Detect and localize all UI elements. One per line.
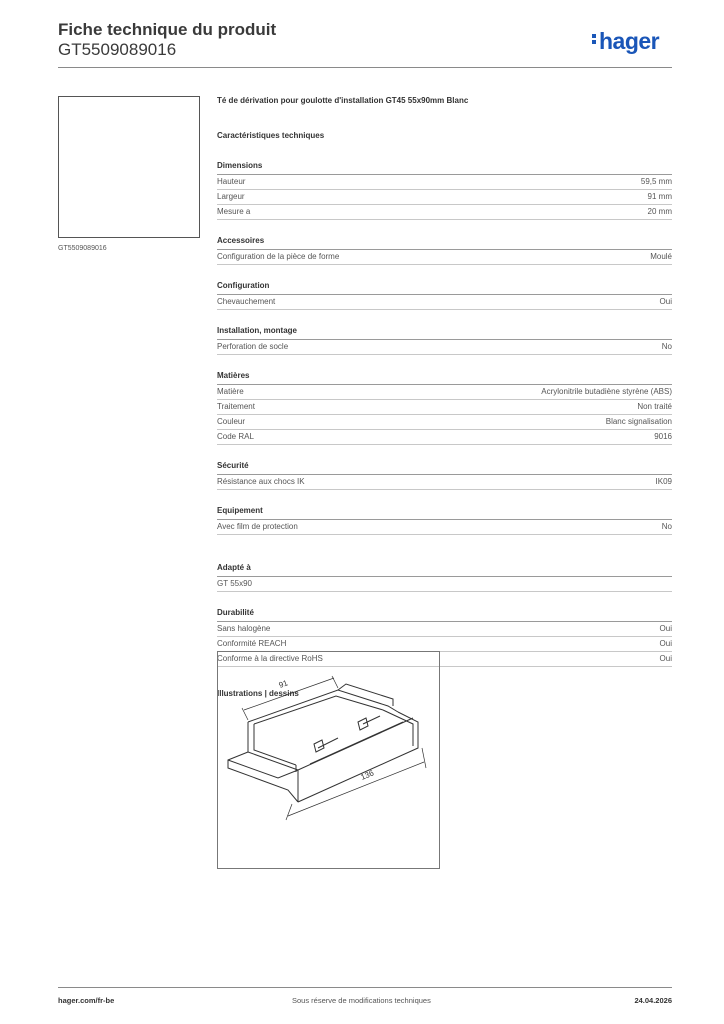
spec-row [217, 295, 672, 310]
product-title: Té de dérivation pour goulotte d'installation GT45 55x90mm Blanc [217, 96, 469, 105]
footer-website: hager.com/fr-be [58, 996, 115, 1005]
spec-row [217, 385, 672, 400]
spec-label: Code RAL [217, 432, 254, 441]
spec-value: Oui [659, 654, 672, 663]
spec-label: Avec film de protection [217, 522, 298, 531]
spec-label: Traitement [217, 402, 255, 411]
spec-value: 59,5 mm [640, 177, 672, 186]
spec-section [217, 371, 672, 445]
spec-section-title: Equipement [217, 506, 672, 520]
spec-section-title: Matières [217, 371, 672, 385]
footer-divider [58, 987, 672, 988]
spec-value: 91 mm [647, 192, 672, 201]
spec-label: Mesure a [217, 207, 251, 216]
product-image-placeholder [58, 96, 200, 238]
spec-value: No [661, 522, 672, 531]
spec-value: Non traité [637, 402, 672, 411]
spec-value: Moulé [650, 252, 672, 261]
dimension-width-label: 91 [277, 678, 290, 690]
spec-row [217, 175, 672, 190]
spec-row [217, 415, 672, 430]
spec-section [217, 461, 672, 490]
footer-date: 24.04.2026 [634, 996, 672, 1005]
spec-row [217, 400, 672, 415]
spec-section [217, 161, 672, 220]
spec-row [217, 577, 672, 592]
product-code: GT5509089016 [58, 40, 177, 59]
technical-drawing [217, 651, 440, 869]
dimension-length-label: 136 [359, 768, 376, 782]
spec-section-title: Installation, montage [217, 326, 672, 340]
spec-section-title: Configuration [217, 281, 672, 295]
spec-value: Blanc signalisation [605, 417, 672, 426]
spec-label: Chevauchement [217, 297, 276, 306]
spec-label: GT 55x90 [217, 579, 252, 588]
logo-colon-icon [592, 32, 597, 46]
spec-label: Largeur [217, 192, 245, 201]
spec-section-title: Sécurité [217, 461, 672, 475]
spec-label: Perforation de socle [217, 342, 289, 351]
spec-row [217, 430, 672, 445]
technical-characteristics-title: Caractéristiques techniques [217, 131, 325, 140]
footer-notice: Sous réserve de modifications techniques [292, 996, 431, 1005]
spec-value: Oui [659, 297, 672, 306]
spec-label: Hauteur [217, 177, 246, 186]
specifications-panel [217, 96, 672, 699]
spec-section-title: Accessoires [217, 236, 672, 250]
spec-section [217, 281, 672, 310]
spec-row [217, 637, 672, 652]
tee-piece-drawing [218, 652, 439, 868]
spec-value: Oui [659, 639, 672, 648]
spec-label: Couleur [217, 417, 246, 426]
spec-section-title: Adapté à [217, 563, 672, 577]
spec-section [217, 506, 672, 535]
spec-row [217, 520, 672, 535]
spec-row [217, 205, 672, 220]
spec-sections [217, 161, 672, 667]
spec-label: Conforme à la directive RoHS [217, 654, 323, 663]
spec-label: Configuration de la pièce de forme [217, 252, 340, 261]
spec-value: 9016 [654, 432, 672, 441]
spec-label: Résistance aux chocs IK [217, 477, 305, 486]
spec-row [217, 475, 672, 490]
illustrations-title: Illustrations | dessins [217, 689, 299, 698]
spec-value: Oui [659, 624, 672, 633]
document-header [58, 20, 276, 60]
spec-value: 20 mm [647, 207, 672, 216]
spec-value: Acrylonitrile butadiène styrène (ABS) [541, 387, 672, 396]
spec-value: No [661, 342, 672, 351]
header-divider [58, 67, 672, 68]
document-title: Fiche technique du produit [58, 20, 277, 39]
spec-label: Sans halogène [217, 624, 271, 633]
spec-section-title: Dimensions [217, 161, 672, 175]
spec-section-title: Durabilité [217, 608, 672, 622]
logo-text: hager [599, 28, 660, 54]
spec-row [217, 622, 672, 637]
product-image-caption: GT5509089016 [58, 245, 107, 252]
spec-label: Conformité REACH [217, 639, 287, 648]
spec-value: IK09 [655, 477, 672, 486]
spec-section [217, 326, 672, 355]
spec-row [217, 340, 672, 355]
spec-section [217, 563, 672, 592]
spec-section [217, 236, 672, 265]
spec-row [217, 250, 672, 265]
spec-label: Matière [217, 387, 244, 396]
hager-logo [592, 28, 659, 55]
spec-row [217, 190, 672, 205]
